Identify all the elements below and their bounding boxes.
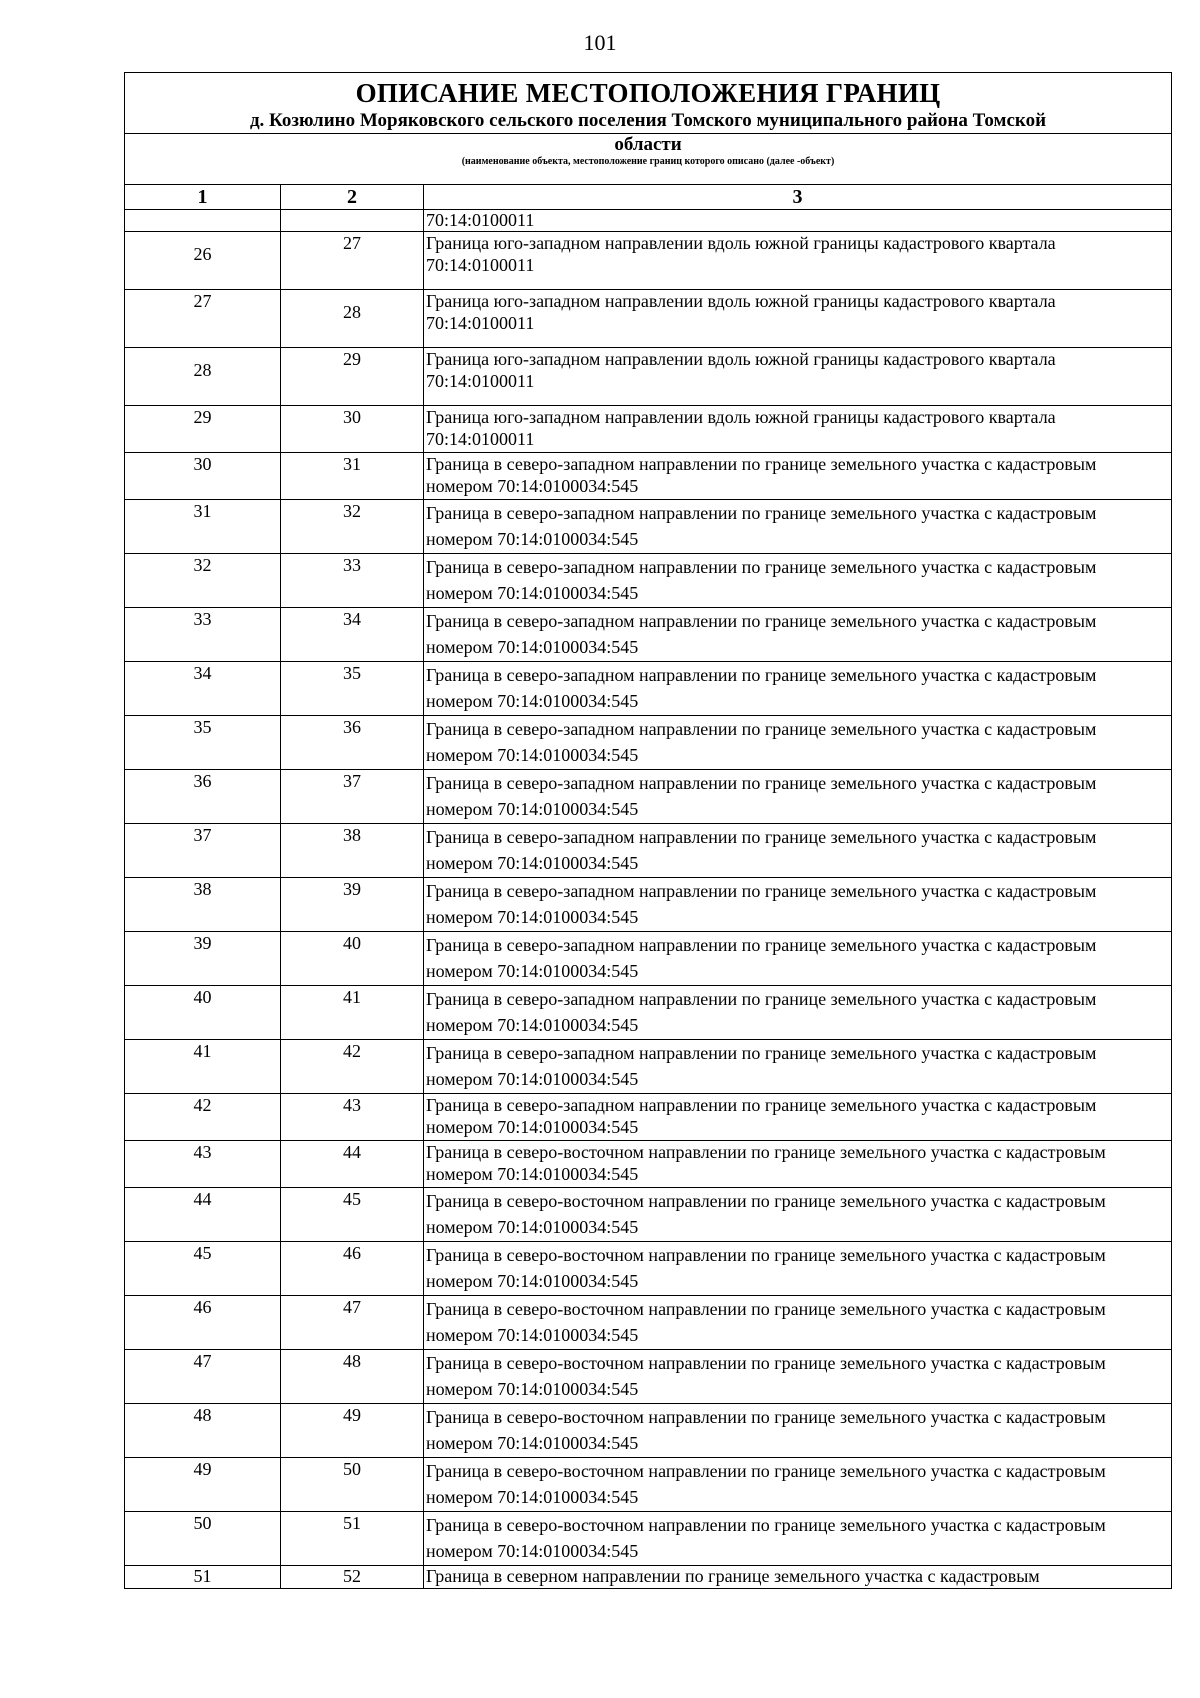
row-point-from: 49 bbox=[125, 1458, 281, 1512]
row-description: Граница в северо-восточном направлении по границе земельного участка с кадастровым номером 70:14:0100034:545 bbox=[424, 1141, 1172, 1188]
row-point-from: 50 bbox=[125, 1512, 281, 1566]
row-description: Граница в северо-западном направлении по границе земельного участка с кадастровым номером 70:14:0100034:545 bbox=[424, 986, 1172, 1040]
row-description: Граница в северо-восточном направлении по границе земельного участка с кадастровым номером 70:14:0100034:545 bbox=[424, 1350, 1172, 1404]
row-point-to: 43 bbox=[281, 1094, 424, 1141]
row-point-from: 30 bbox=[125, 453, 281, 500]
row-point-from: 38 bbox=[125, 878, 281, 932]
row-point-from: 36 bbox=[125, 770, 281, 824]
table-row bbox=[125, 348, 1172, 406]
row-point-to: 29 bbox=[281, 348, 424, 406]
table-row bbox=[125, 716, 1172, 770]
row-point-to: 45 bbox=[281, 1188, 424, 1242]
subtitle-row bbox=[125, 134, 1172, 185]
row-description: Граница в северо-восточном направлении по границе земельного участка с кадастровым номером 70:14:0100034:545 bbox=[424, 1296, 1172, 1350]
row-description: Граница в северо-западном направлении по границе земельного участка с кадастровым номером 70:14:0100034:545 bbox=[424, 770, 1172, 824]
row-description: Граница в северном направлении по границе земельного участка с кадастровым bbox=[424, 1566, 1172, 1589]
row-point-to: 52 bbox=[281, 1566, 424, 1589]
row-description: Граница юго-западном направлении вдоль южной границы кадастрового квартала 70:14:0100011 bbox=[424, 348, 1172, 406]
row-point-from: 44 bbox=[125, 1188, 281, 1242]
row-point-from: 37 bbox=[125, 824, 281, 878]
table-row bbox=[125, 232, 1172, 290]
row-point-from: 33 bbox=[125, 608, 281, 662]
row-point-from: 27 bbox=[125, 290, 281, 348]
table-row bbox=[125, 1296, 1172, 1350]
row-point-from: 47 bbox=[125, 1350, 281, 1404]
row-point-to: 32 bbox=[281, 500, 424, 554]
row-description: Граница юго-западном направлении вдоль южной границы кадастрового квартала 70:14:0100011 bbox=[424, 290, 1172, 348]
row-point-from: 42 bbox=[125, 1094, 281, 1141]
row-point-from: 32 bbox=[125, 554, 281, 608]
row-point-to: 40 bbox=[281, 932, 424, 986]
row-point-from: 39 bbox=[125, 932, 281, 986]
row-description: 70:14:0100011 bbox=[424, 210, 1172, 232]
row-point-to: 51 bbox=[281, 1512, 424, 1566]
row-description: Граница в северо-западном направлении по границе земельного участка с кадастровым номером 70:14:0100034:545 bbox=[424, 554, 1172, 608]
table-row bbox=[125, 1242, 1172, 1296]
boundary-description-table bbox=[124, 72, 1172, 1589]
row-description: Граница в северо-западном направлении по границе земельного участка с кадастровым номером 70:14:0100034:545 bbox=[424, 500, 1172, 554]
table-row bbox=[125, 824, 1172, 878]
row-point-from: 45 bbox=[125, 1242, 281, 1296]
row-point-from bbox=[125, 210, 281, 232]
row-description: Граница в северо-восточном направлении по границе земельного участка с кадастровым номером 70:14:0100034:545 bbox=[424, 1404, 1172, 1458]
table-row bbox=[125, 1350, 1172, 1404]
table-row bbox=[125, 406, 1172, 453]
row-description: Граница в северо-западном направлении по границе земельного участка с кадастровым номером 70:14:0100034:545 bbox=[424, 878, 1172, 932]
column-header-1: 1 bbox=[125, 185, 281, 210]
table-row bbox=[125, 878, 1172, 932]
row-point-to: 41 bbox=[281, 986, 424, 1040]
row-description: Граница в северо-восточном направлении по границе земельного участка с кадастровым номером 70:14:0100034:545 bbox=[424, 1242, 1172, 1296]
table-row bbox=[125, 1458, 1172, 1512]
table-row bbox=[125, 1094, 1172, 1141]
row-point-from: 34 bbox=[125, 662, 281, 716]
row-point-from: 46 bbox=[125, 1296, 281, 1350]
title-row bbox=[125, 73, 1172, 134]
row-point-to: 31 bbox=[281, 453, 424, 500]
column-header-row bbox=[125, 185, 1172, 210]
row-point-to: 46 bbox=[281, 1242, 424, 1296]
object-caption: (наименование объекта, местоположение границ которого описано (далее -объект) bbox=[461, 156, 835, 167]
page-number: 101 bbox=[583, 30, 617, 55]
row-point-to: 27 bbox=[281, 232, 424, 290]
table-row bbox=[125, 770, 1172, 824]
row-description: Граница юго-западном направлении вдоль южной границы кадастрового квартала 70:14:0100011 bbox=[424, 406, 1172, 453]
table-row bbox=[125, 608, 1172, 662]
document-subtitle: д. Козюлино Моряковского сельского поселения Томского муниципального района Томской bbox=[249, 110, 1047, 131]
row-point-from: 26 bbox=[125, 232, 281, 290]
row-point-from: 48 bbox=[125, 1404, 281, 1458]
row-description: Граница в северо-восточном направлении по границе земельного участка с кадастровым номером 70:14:0100034:545 bbox=[424, 1188, 1172, 1242]
table-row bbox=[125, 554, 1172, 608]
row-point-from: 29 bbox=[125, 406, 281, 453]
table-row bbox=[125, 1566, 1172, 1589]
row-point-from: 28 bbox=[125, 348, 281, 406]
document-title: ОПИСАНИЕ МЕСТОПОЛОЖЕНИЯ ГРАНИЦ bbox=[355, 78, 941, 108]
row-description: Граница в северо-западном направлении по границе земельного участка с кадастровым номером 70:14:0100034:545 bbox=[424, 1040, 1172, 1094]
table-row bbox=[125, 500, 1172, 554]
row-description: Граница в северо-восточном направлении по границе земельного участка с кадастровым номером 70:14:0100034:545 bbox=[424, 1512, 1172, 1566]
table-row bbox=[125, 1188, 1172, 1242]
row-point-to: 42 bbox=[281, 1040, 424, 1094]
row-description: Граница юго-западном направлении вдоль южной границы кадастрового квартала 70:14:0100011 bbox=[424, 232, 1172, 290]
document-subtitle-cont: области bbox=[614, 134, 682, 155]
row-description: Граница в северо-западном направлении по границе земельного участка с кадастровым номером 70:14:0100034:545 bbox=[424, 932, 1172, 986]
table-row bbox=[125, 1512, 1172, 1566]
column-header-2: 2 bbox=[281, 185, 424, 210]
table-row bbox=[125, 986, 1172, 1040]
row-description: Граница в северо-западном направлении по границе земельного участка с кадастровым номером 70:14:0100034:545 bbox=[424, 453, 1172, 500]
row-point-from: 35 bbox=[125, 716, 281, 770]
row-point-to: 50 bbox=[281, 1458, 424, 1512]
row-description: Граница в северо-восточном направлении по границе земельного участка с кадастровым номером 70:14:0100034:545 bbox=[424, 1458, 1172, 1512]
table-row bbox=[125, 662, 1172, 716]
row-point-to: 49 bbox=[281, 1404, 424, 1458]
row-point-to: 48 bbox=[281, 1350, 424, 1404]
row-point-to: 37 bbox=[281, 770, 424, 824]
row-point-to: 34 bbox=[281, 608, 424, 662]
table-row bbox=[125, 932, 1172, 986]
row-point-to: 39 bbox=[281, 878, 424, 932]
row-description: Граница в северо-западном направлении по границе земельного участка с кадастровым номером 70:14:0100034:545 bbox=[424, 716, 1172, 770]
table-row bbox=[125, 1040, 1172, 1094]
table-row bbox=[125, 290, 1172, 348]
row-point-to: 47 bbox=[281, 1296, 424, 1350]
table-row bbox=[125, 210, 1172, 232]
table-row bbox=[125, 453, 1172, 500]
table-row bbox=[125, 1141, 1172, 1188]
row-point-to: 38 bbox=[281, 824, 424, 878]
column-header-3: 3 bbox=[424, 185, 1172, 210]
row-description: Граница в северо-западном направлении по границе земельного участка с кадастровым номером 70:14:0100034:545 bbox=[424, 608, 1172, 662]
row-point-to: 33 bbox=[281, 554, 424, 608]
row-point-from: 40 bbox=[125, 986, 281, 1040]
row-point-to: 36 bbox=[281, 716, 424, 770]
row-description: Граница в северо-западном направлении по границе земельного участка с кадастровым номером 70:14:0100034:545 bbox=[424, 1094, 1172, 1141]
row-point-to: 30 bbox=[281, 406, 424, 453]
row-description: Граница в северо-западном направлении по границе земельного участка с кадастровым номером 70:14:0100034:545 bbox=[424, 824, 1172, 878]
row-point-from: 43 bbox=[125, 1141, 281, 1188]
row-point-to: 28 bbox=[281, 290, 424, 348]
row-point-from: 51 bbox=[125, 1566, 281, 1589]
row-point-to bbox=[281, 210, 424, 232]
row-point-from: 31 bbox=[125, 500, 281, 554]
row-point-to: 44 bbox=[281, 1141, 424, 1188]
row-point-from: 41 bbox=[125, 1040, 281, 1094]
row-point-to: 35 bbox=[281, 662, 424, 716]
table-row bbox=[125, 1404, 1172, 1458]
row-description: Граница в северо-западном направлении по границе земельного участка с кадастровым номером 70:14:0100034:545 bbox=[424, 662, 1172, 716]
